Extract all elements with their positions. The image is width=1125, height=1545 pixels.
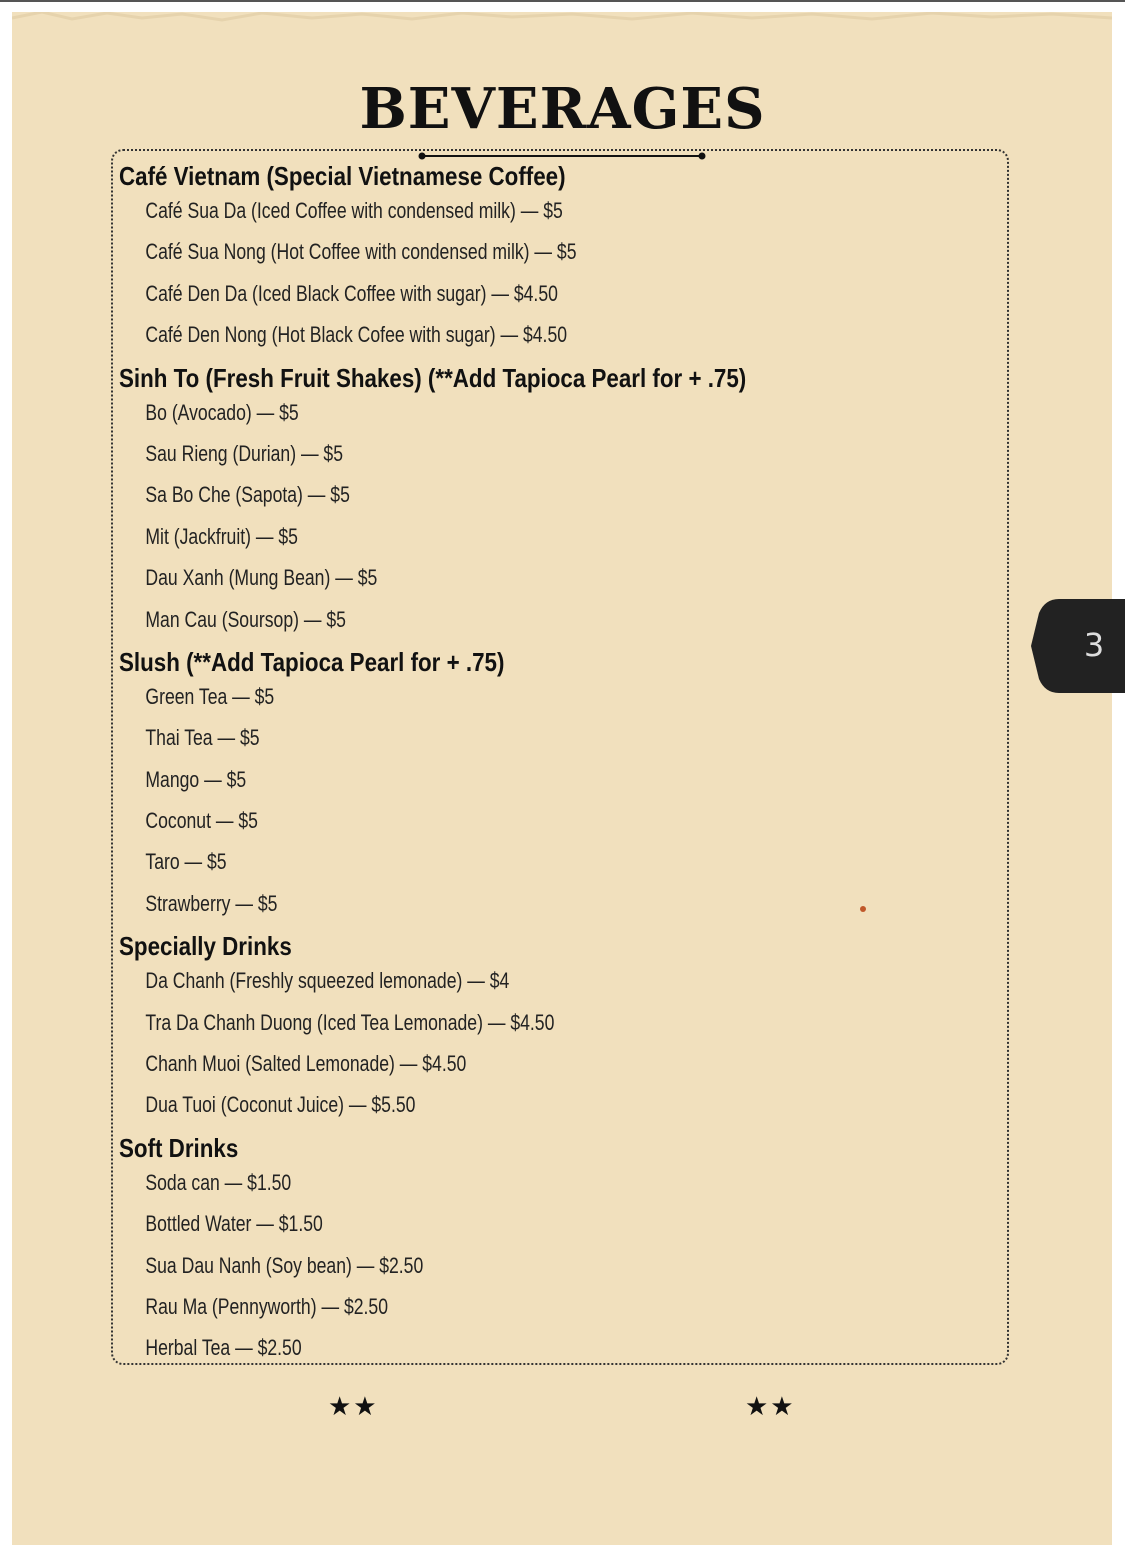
menu-list [119, 158, 999, 1373]
menu-item: Bo (Avocado) — $5 [145, 399, 299, 425]
menu-item: Tra Da Chanh Duong (Iced Tea Lemonade) — $4.50 [145, 1009, 555, 1035]
section-heading: Slush (**Add Tapioca Pearl for + .75) [119, 646, 505, 677]
menu-item: Sua Dau Nanh (Soy bean) — $2.50 [145, 1252, 424, 1278]
section-heading: Sinh To (Fresh Fruit Shakes) (**Add Tapioca Pearl for + .75) [119, 362, 747, 393]
menu-item: Mango — $5 [145, 766, 247, 792]
section-heading: Café Vietnam (Special Vietnamese Coffee) [119, 161, 566, 191]
menu-item: Dau Xanh (Mung Bean) — $5 [145, 565, 378, 591]
accent-dot [860, 906, 866, 912]
section-sinh-to [119, 360, 999, 644]
menu-item: Thai Tea — $5 [145, 725, 260, 751]
menu-item: Rau Ma (Pennyworth) — $2.50 [145, 1293, 389, 1319]
stars-left-icon: ★★ [328, 1392, 379, 1422]
menu-item: Mit (Jackfruit) — $5 [145, 523, 298, 549]
stars-right-icon: ★★ [745, 1392, 796, 1422]
menu-item: Da Chanh (Freshly squeezed lemonade) — $4 [145, 968, 510, 994]
menu-item: Green Tea — $5 [145, 683, 275, 709]
section-soft-drinks [119, 1130, 999, 1373]
menu-item: Herbal Tea — $2.50 [145, 1335, 302, 1361]
menu-item: Chanh Muoi (Salted Lemonade) — $4.50 [145, 1051, 467, 1077]
menu-item: Bottled Water — $1.50 [145, 1211, 323, 1237]
menu-item: Strawberry — $5 [145, 890, 278, 916]
section-cafe-vietnam [119, 158, 999, 360]
page-number: 3 [1083, 626, 1105, 664]
menu-item: Sa Bo Che (Sapota) — $5 [145, 482, 350, 508]
page-title: BEVERAGES [359, 76, 766, 142]
menu-item: Café Den Nong (Hot Black Cofee with sugar) — $4.50 [145, 322, 568, 348]
menu-item: Coconut — $5 [145, 808, 258, 834]
menu-item: Soda can — $1.50 [145, 1169, 292, 1195]
section-heading: Specially Drinks [119, 931, 292, 962]
menu-item: Café Den Da (Iced Black Coffee with sugar) — $4.50 [145, 280, 558, 306]
top-border-line [0, 0, 1125, 2]
menu-item: Café Sua Da (Iced Coffee with condensed milk) — $5 [145, 198, 563, 223]
menu-item: Dua Tuoi (Coconut Juice) — $5.50 [145, 1092, 416, 1118]
section-heading: Soft Drinks [119, 1132, 239, 1163]
menu-item: Man Cau (Soursop) — $5 [145, 606, 346, 632]
menu-item: Sau Rieng (Durian) — $5 [145, 440, 344, 466]
menu-item: Café Sua Nong (Hot Coffee with condensed milk) — $5 [145, 239, 577, 265]
section-specially-drinks [119, 928, 999, 1130]
menu-item: Taro — $5 [145, 849, 227, 875]
section-slush [119, 644, 999, 928]
